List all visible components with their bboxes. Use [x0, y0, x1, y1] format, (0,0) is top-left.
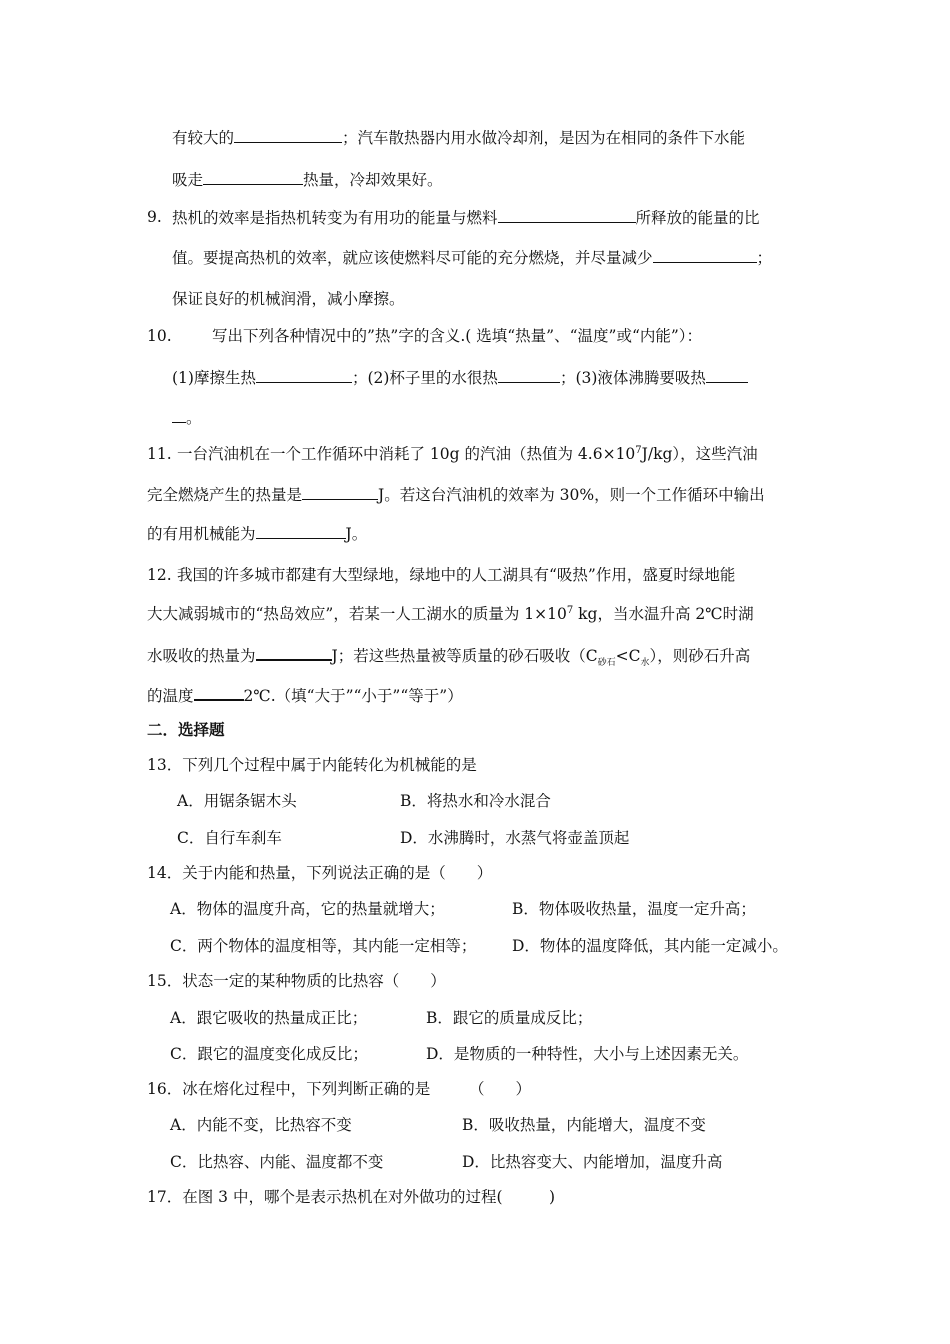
q10-line-1: 写出下列各种情况中的”热”字的含义.( 选填“热量”、“温度”或“内能”）： — [212, 327, 703, 345]
q8-line-1 — [172, 127, 745, 148]
q8-line-2 — [172, 169, 443, 190]
q10-text: 。 — [186, 409, 202, 427]
q13-option-d[interactable]: D．水沸腾时，水蒸气将壶盖顶起 — [400, 829, 630, 847]
q13-stem: 13．下列几个过程中属于内能转化为机械能的是 — [147, 756, 477, 774]
q10-number: 10. — [147, 327, 172, 345]
q8-text: 吸走 — [172, 171, 204, 189]
q15-option-c[interactable]: C．跟它的温度变化成反比； — [170, 1045, 368, 1063]
q13-option-c[interactable]: C．自行车刹车 — [177, 829, 282, 847]
q9-line-2 — [172, 247, 772, 268]
section-heading: 二．选择题 — [147, 720, 225, 739]
q10-text: ；(3)液体沸腾要吸热 — [559, 369, 706, 387]
q11-text: 完全燃烧产生的热量是 — [147, 486, 303, 504]
answer-blank[interactable] — [172, 407, 186, 423]
answer-blank[interactable] — [302, 484, 378, 500]
q9-text: 所释放的能量的比 — [635, 209, 760, 227]
q14-option-a[interactable]: A．物体的温度升高，它的热量就增大； — [170, 900, 445, 918]
q12-text: 水吸收的热量为 — [147, 647, 256, 665]
q16-stem: 16．冰在熔化过程中，下列判断正确的是 （ ） — [147, 1080, 531, 1098]
q11-line-2 — [147, 484, 765, 505]
q9-line-3: 保证良好的机械润滑，减小摩擦。 — [172, 290, 405, 308]
q8-text: ；汽车散热器内用水做冷却剂，是因为在相同的条件下水能 — [342, 129, 746, 147]
answer-blank[interactable] — [706, 367, 748, 383]
q12-text: kg，当水温升高 2℃时湖 — [573, 605, 754, 623]
exponent: 7 — [566, 604, 574, 616]
q14-option-c[interactable]: C．两个物体的温度相等，其内能一定相等； — [170, 937, 477, 955]
q16-option-d[interactable]: D．比热容变大、内能增加，温度升高 — [462, 1153, 723, 1171]
q16-option-b[interactable]: B．吸收热量，内能增大，温度不变 — [462, 1116, 706, 1134]
q10-text: ；(2)杯子里的水很热 — [351, 369, 498, 387]
q11-number: 11. — [147, 445, 172, 463]
subscript: 砂石 — [597, 658, 616, 669]
answer-blank[interactable] — [194, 684, 244, 701]
q12-line-1: 我国的许多城市都建有大型绿地，绿地中的人工湖具有“吸热”作用，盛夏时绿地能 — [177, 566, 736, 584]
q9-text: ； — [756, 249, 773, 267]
q12-line-4 — [147, 684, 463, 706]
answer-blank[interactable] — [498, 367, 560, 383]
q12-text: 大大减弱城市的“热岛效应”，若某一人工湖水的质量为 1×10 — [147, 605, 567, 623]
answer-blank[interactable] — [498, 207, 636, 223]
answer-blank[interactable] — [256, 367, 352, 383]
exponent: 7 — [635, 444, 642, 456]
q12-text: 的温度 — [147, 687, 194, 705]
q14-option-d[interactable]: D．物体的温度降低，其内能一定减小。 — [512, 937, 788, 955]
q15-stem: 15．状态一定的某种物质的比热容（ ） — [147, 972, 446, 990]
q12-text: 2℃.（填“大于”“小于”“等于”） — [243, 687, 463, 705]
q15-option-a[interactable]: A．跟它吸收的热量成正比； — [170, 1009, 368, 1027]
q12-number: 12. — [147, 566, 172, 584]
q16-option-a[interactable]: A．内能不变，比热容不变 — [170, 1116, 352, 1134]
subscript: 水 — [640, 658, 650, 669]
answer-blank[interactable] — [256, 523, 346, 539]
q13-option-b[interactable]: B．将热水和冷水混合 — [400, 792, 551, 810]
q9-line-1 — [172, 207, 760, 228]
q12-line-2 — [147, 604, 754, 624]
q10-line-3 — [172, 407, 202, 428]
q11-text: J。 — [345, 525, 368, 543]
q17-stem: 17．在图 3 中，哪个是表示热机在对外做功的过程( ) — [147, 1188, 556, 1206]
q15-option-d[interactable]: D．是物质的一种特性，大小与上述因素无关。 — [426, 1045, 749, 1063]
q11-text: 的有用机械能为 — [147, 525, 256, 543]
q10-line-2 — [172, 367, 748, 388]
q12-text: ），则砂石升高 — [649, 647, 751, 665]
q11-text: 一台汽油机在一个工作循环中消耗了 10g 的汽油（热值为 4.6×10 — [177, 445, 636, 463]
q11-text: J。若这台汽油机的效率为 30%，则一个工作循环中输出 — [378, 486, 765, 504]
q14-option-b[interactable]: B．物体吸收热量，温度一定升高； — [512, 900, 756, 918]
q10-text: (1)摩擦生热 — [172, 369, 256, 387]
q11-line-1 — [177, 444, 758, 464]
q12-text: <C — [615, 647, 641, 665]
q9-text: 热机的效率是指热机转变为有用功的能量与燃料 — [172, 209, 498, 227]
answer-blank[interactable] — [256, 644, 332, 661]
q12-text: J；若这些热量被等质量的砂石吸收（C — [331, 647, 598, 665]
q8-text: 有较大的 — [172, 129, 235, 147]
q13-option-a[interactable]: A．用锯条锯木头 — [177, 792, 297, 810]
answer-blank[interactable] — [234, 127, 342, 143]
q9-text: 值。要提高热机的效率，就应该使燃料尽可能的充分燃烧，并尽量减少 — [172, 249, 653, 267]
q14-stem: 14．关于内能和热量，下列说法正确的是（ ） — [147, 864, 493, 882]
answer-blank[interactable] — [653, 247, 757, 263]
q8-text: 热量，冷却效果好。 — [303, 171, 443, 189]
q9-number: 9. — [147, 208, 162, 226]
q15-option-b[interactable]: B．跟它的质量成反比； — [426, 1009, 593, 1027]
q12-line-3 — [147, 644, 751, 669]
answer-blank[interactable] — [203, 169, 303, 185]
q16-option-c[interactable]: C．比热容、内能、温度都不变 — [170, 1153, 384, 1171]
q11-text: J/kg），这些汽油 — [641, 445, 758, 463]
q11-line-3 — [147, 523, 367, 544]
